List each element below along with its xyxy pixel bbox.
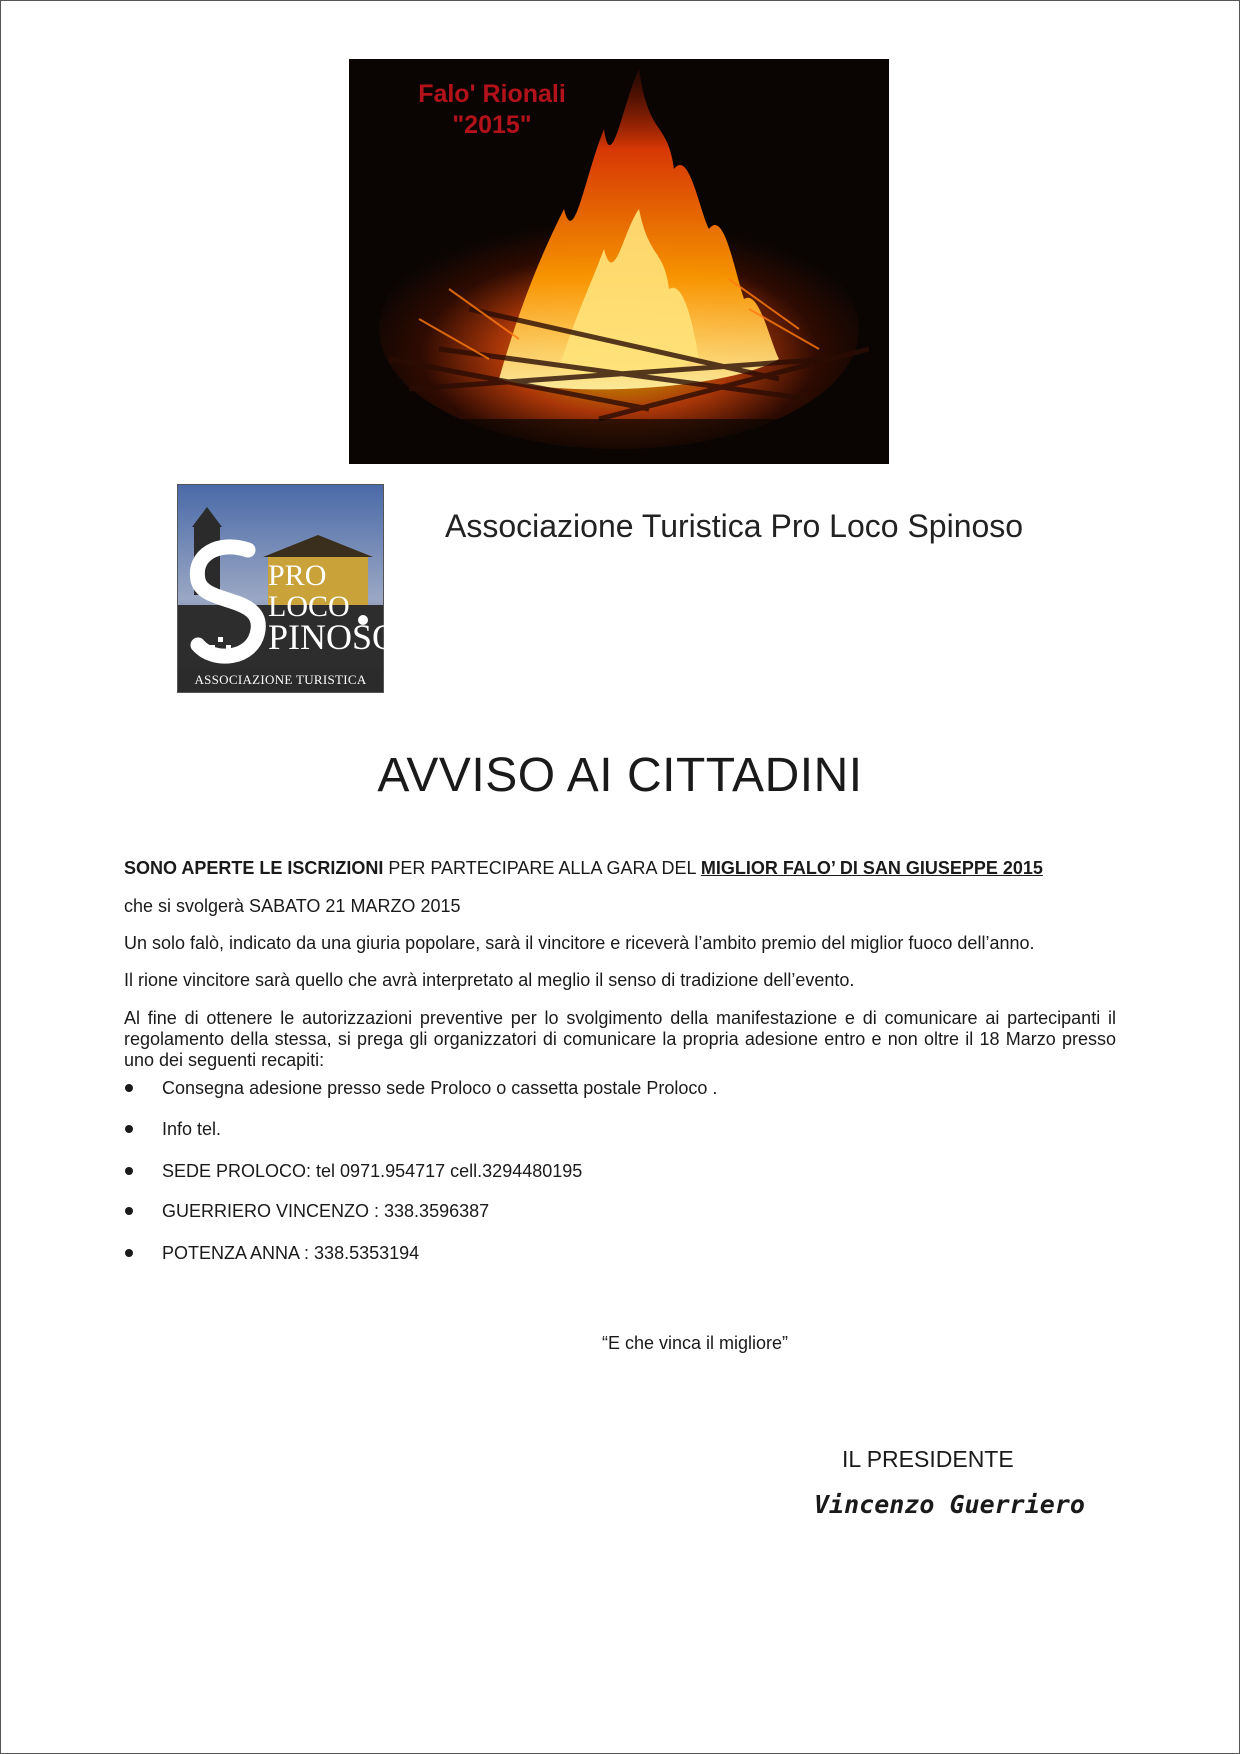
logo-word-pro: PRO [268,559,327,592]
motto: “E che vinca il migliore” [602,1333,789,1353]
contest-name: MIGLIOR FALO’ DI SAN GIUSEPPE 2015 [700,858,1043,878]
list-item-text: Consegna adesione presso sede Proloco o cassetta postale Proloco . [162,1078,718,1098]
paragraph-winner: Il rione vincitore sarà quello che avrà interpretato al meglio il senso di tradizione dell’evento. [124,970,855,990]
bullet-icon [125,1167,133,1175]
registrations-bold: SONO APERTE LE ISCRIZIONI [124,858,384,878]
bullet-icon [125,1125,133,1133]
list-item-text: POTENZA ANNA : 338.5353194 [162,1243,420,1263]
pro-loco-logo [177,484,399,693]
logo-footer: ASSOCIAZIONE TURISTICA [178,668,383,692]
bullet-icon [125,1207,133,1215]
bullet-icon [125,1249,133,1257]
president-name: Vincenzo Guerriero [814,1490,1085,1519]
list-item-text: SEDE PROLOCO: tel 0971.954717 cell.3294480195 [162,1161,583,1181]
page-title: AVVISO AI CITTADINI [377,749,863,802]
photo-title-line2: "2015" [452,111,532,139]
list-item-text: GUERRIERO VINCENZO : 338.3596387 [162,1201,490,1221]
paragraph-registrations [124,858,1116,879]
logo-word-loco: LOCO [268,590,350,623]
president-title: IL PRESIDENTE [842,1446,1014,1472]
photo-title-line1: Falo' Rionali [418,80,566,108]
photo-title [417,79,567,141]
registrations-middle: PER PARTECIPARE ALLA GARA DEL [383,858,701,878]
paragraph-jury: Un solo falò, indicato da una giuria popolare, sarà il vincitore e riceverà l’ambito premio del miglior fuoco dell’anno. [124,933,1035,953]
paragraph-date: che si svolgerà SABATO 21 MARZO 2015 [124,896,461,916]
bonfire-photo [349,59,889,464]
logo-word-pinoso: PINOSO [268,617,399,657]
paragraph-authorizations: Al fine di ottenere le autorizzazioni preventive per lo svolgimento della manifestazione e di comunicare ai partecipanti il regolamento della stessa, si prega gli organizzatori di comunicare la propria adesione entro e non oltre il 18 Marzo presso uno dei seguenti recapiti: [124,1008,1116,1070]
list-item-text: Info tel. [162,1119,222,1139]
association-name: Associazione Turistica Pro Loco Spinoso [445,508,1024,544]
bullet-icon [125,1084,133,1092]
logo-wordmark [268,559,399,657]
